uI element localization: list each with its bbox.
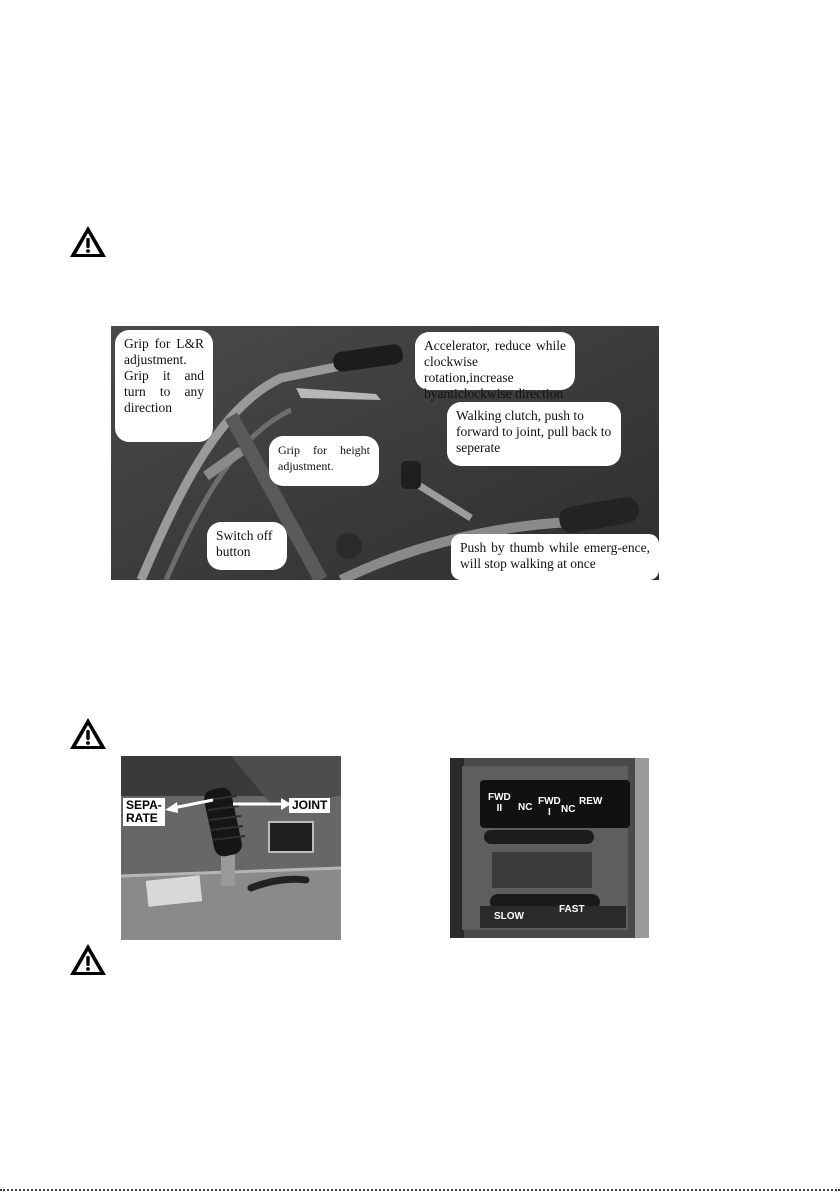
gear-rew-label: REW	[579, 796, 603, 807]
gear-fwd1-label: FWD I	[538, 796, 561, 818]
gear-selector-photo	[450, 758, 649, 938]
warning-icon	[68, 942, 108, 978]
callout-lr-grip: Grip for L&R adjustment. Grip it and turn to any direction	[115, 330, 213, 442]
handlebar-controls-figure	[111, 326, 659, 580]
throttle-slow-label: SLOW	[494, 911, 524, 922]
warning-icon	[68, 224, 108, 260]
gear-nc1-label: NC	[518, 802, 533, 813]
callout-switch-off: Switch off button	[207, 522, 287, 570]
callout-walking-clutch: Walking clutch, push to forward to joint, pull back to seperate	[447, 402, 621, 466]
gear-fwd2-label: FWD II	[488, 792, 511, 814]
callout-height-grip: Grip for height adjustment.	[269, 436, 379, 486]
callout-accelerator: Accelerator, reduce while clockwise rotation,increase byanticlockwise direction	[415, 332, 575, 390]
callout-emergency: Push by thumb while emerg-ence, will stop walking at once	[451, 534, 659, 580]
clutch-lever-photo	[121, 756, 341, 940]
gear-selector-figure	[450, 758, 649, 938]
page-bottom-rule	[0, 1189, 840, 1191]
gear-nc2-label: NC	[561, 804, 576, 815]
throttle-fast-label: FAST	[559, 904, 585, 915]
clutch-lever-figure	[121, 756, 341, 940]
joint-label: JOINT	[289, 798, 330, 813]
warning-icon	[68, 716, 108, 752]
separate-label: SEPA- RATE	[123, 798, 165, 826]
